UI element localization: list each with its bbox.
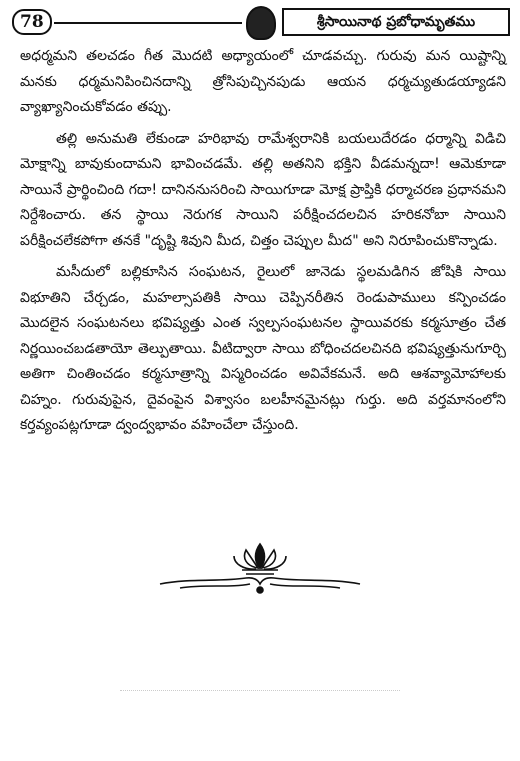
- paragraph-2: తల్లి అనుమతి లేకుండా హరిభావు రామేశ్వరానికి బయలుదేరడం ధర్మాన్ని విడిచి మోక్షాన్ని బావుకుందామని భావించడమే. తల్లి అతనిని భక్తిని వీడమన్నదా! ఆమెకూడా సాయినే ప్రార్థించింది గదా! దానిననుసరించి సాయిగూడా మోక్ష ప్రాప్తికి ధర్మాచరణ ప్రధానమని నిర్దేశించారు. తన స్థాయి నెరుగక సాయిని పరీక్షించదలచిన హరికనోబా సాయిని పరీక్షించలేకపోగా తనకే "దృష్టి శివుని మీద, చిత్తం చెప్పుల మీద" అని నిరూపించుకొన్నాడు.: [20, 130, 506, 249]
- book-title: శ్రీసాయినాథ ప్రబోధామృతము: [282, 8, 510, 36]
- sai-portrait-icon: [246, 6, 276, 40]
- header-rule: [54, 22, 242, 24]
- page-body: [20, 44, 506, 445]
- page-number: 78: [12, 9, 52, 35]
- lotus-ornament-icon: [150, 540, 370, 598]
- paragraph-3: మసీదులో బల్లికూసిన సంఘటన, రైలులో జానెడు స్థలమడిగిన జోషికి సాయి విభూతిని చేర్చడం, మహల్సాపతికి సాయి చెప్పినరీతిన రెండుపాములు కన్పించడం మొదలైన సంఘటనలు భవిష్యత్తు ఎంత స్వల్పసంఘటనల స్థాయివరకు కర్మసూత్రం చేత నిర్ణయించబడతాయో తెల్పుతాయి. వీటిద్వారా సాయి బోధించదలచినది భవిష్యత్తునుగూర్చి అతిగా చింతించడం కర్మసూత్రాన్ని విస్మరించడం అవివేకమనే. అది ఆశవ్యామోహాలకు చిహ్నం. గురువుపైన, దైవంపైన విశ్వాసం బలహీనమైనట్లు గుర్తు. అది వర్తమానంలోని కర్తవ్యంపట్లగూడా ద్వంద్వభావం వహించేలా చేస్తుంది.: [20, 264, 506, 433]
- faint-rule: [120, 690, 400, 691]
- paragraph-1: అధర్మమని తలచడం గీత మొదటి అధ్యాయంలో చూడవచ్చు. గురువు మన యిష్టాన్ని మనకు ధర్మమనిపించినదాన్ని త్రోసిపుచ్చినపుడు ఆయన ధర్మచ్యుతుడయ్యాడని వ్యాఖ్యానించుకోవడం తప్పు.: [20, 48, 506, 115]
- running-header: [10, 6, 510, 38]
